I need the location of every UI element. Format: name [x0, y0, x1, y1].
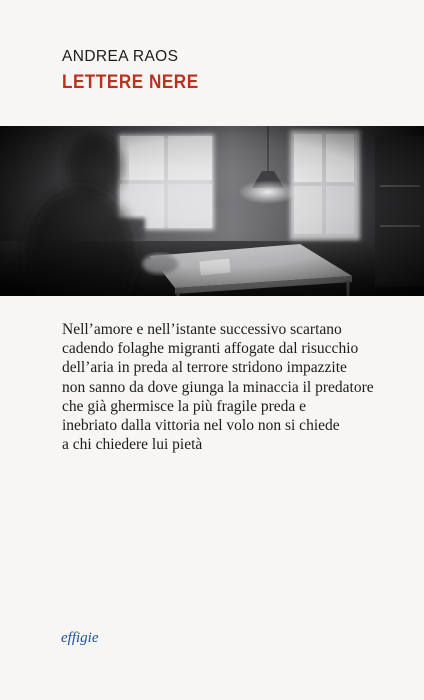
publisher-logo: effigie: [61, 630, 99, 646]
poem-line: cadendo folaghe migranti affogate dal risucchio: [62, 340, 359, 358]
poem-line: che già ghermisce la più fragile preda e: [62, 397, 307, 415]
book-title: LETTERE NERE: [62, 72, 199, 93]
author-name: ANDREA RAOS: [62, 48, 179, 65]
poem-line: inebriato dalla vittoria nel volo non si chiede: [62, 417, 340, 435]
poem-line: non sanno da dove giunga la minaccia il predatore: [62, 378, 374, 396]
cover-photo: [0, 126, 424, 296]
poem-line: dell’aria in preda al terrore stridono impazzite: [62, 359, 347, 377]
poem-line: Nell’amore e nell’istante successivo scartano: [62, 321, 342, 338]
poem-line: a chi chiedere lui pietà: [62, 436, 203, 454]
poem-text: [62, 320, 412, 454]
interior-room-photo-image: [0, 126, 424, 296]
